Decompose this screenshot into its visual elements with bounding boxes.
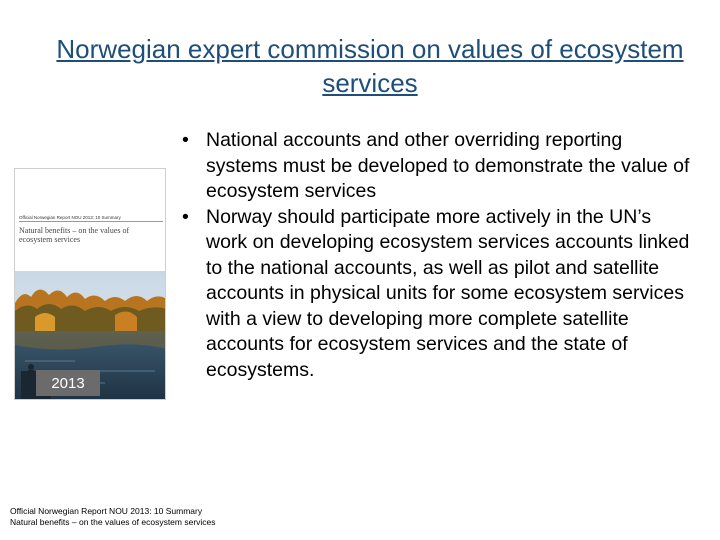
citation-line-1: Official Norwegian Report NOU 2013: 10 Summary (10, 506, 203, 516)
bullet-text: National accounts and other overriding reporting systems must be developed to demonstrate the value of ecosystem services (206, 129, 690, 202)
bullet-dot-icon: • (182, 205, 189, 228)
source-citation (10, 506, 216, 528)
bullet-item (180, 205, 690, 384)
bullet-list (180, 128, 690, 383)
cover-title: Natural benefits – on the values of ecosystem services (19, 226, 130, 244)
citation-line-2: Natural benefits – on the values of ecosystem services (10, 517, 216, 527)
slide-title: Norwegian expert commission on values of ecosystem services (56, 34, 684, 98)
bullet-dot-icon: • (182, 129, 189, 151)
report-cover-image (14, 168, 166, 400)
bullet-item (180, 128, 690, 205)
cover-series-line: Official Norwegian Report NOU 2013: 10 Summary (19, 215, 163, 222)
year-badge: 2013 (36, 370, 100, 396)
bullet-text: Norway should participate more actively in the UN’s work on developing ecosystem services accounts linked to the national accounts, as well as pilot and satellite accounts in physical units for some ecosystem services with a view to developing more complete satellite accounts for ecosystem services and the state of ecosystems. (206, 205, 690, 381)
